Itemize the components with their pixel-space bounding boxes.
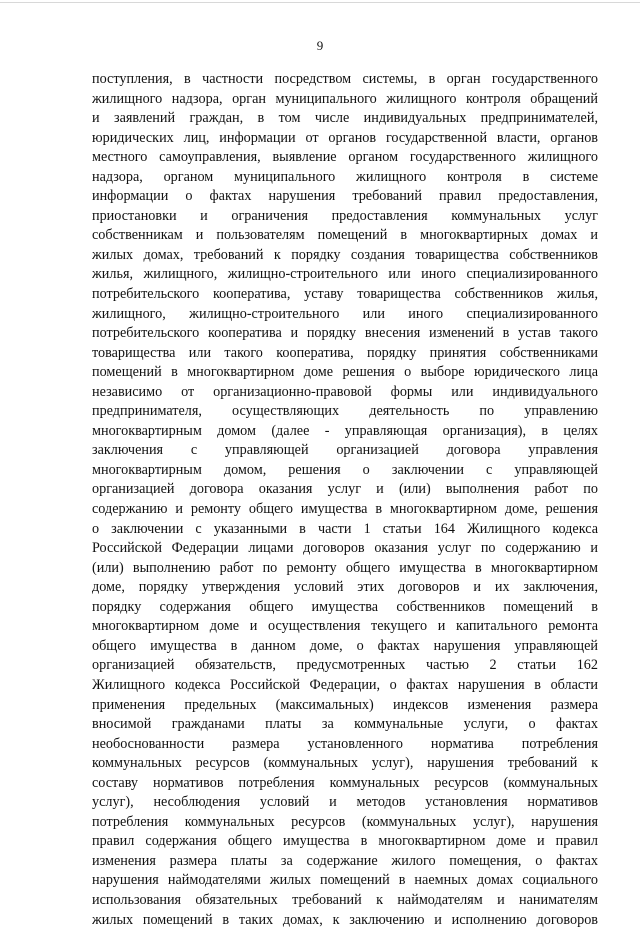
text-line: товарищества или такого кооператива, порядку принятия собственниками — [92, 344, 598, 361]
text-line: независимо от организационно-правовой формы или индивидуального — [92, 383, 598, 400]
text-line: доме, порядку утверждения условий этих договоров и их заключения, — [92, 579, 598, 596]
text-line: потребительского кооператива, уставу товарищества собственников жилья, — [92, 286, 598, 303]
text-line: многоквартирным домом (далее - управляющая организация), в целях — [92, 422, 598, 439]
text-line: и заявлений граждан, в том числе индивидуальных предпринимателей, — [92, 110, 598, 127]
text-line: поступления, в частности посредством системы, в орган государственного — [92, 71, 598, 87]
text-line: приостановки и ограничения предоставления коммунальных услуг — [92, 207, 598, 224]
text-line: заключения с управляющей организацией договора управления — [92, 442, 598, 459]
text-line: Российской Федерации лицами договоров оказания услуг по содержанию и — [92, 540, 598, 557]
text-line: надзора, органом муниципального жилищного контроля в системе — [92, 168, 598, 185]
scan-edge-line — [0, 2, 640, 3]
text-line: содержанию и ремонту общего имущества в многоквартирном доме, решения — [92, 501, 598, 518]
text-line: необоснованности размера установленного норматива потребления — [92, 735, 598, 752]
text-line: жилых помещений в таких домах, к заключению и исполнению договоров — [92, 911, 598, 928]
text-line: Жилищного кодекса Российской Федерации, о фактах нарушения в области — [92, 676, 598, 693]
text-line: составу нормативов потребления коммунальных ресурсов (коммунальных — [92, 774, 598, 791]
text-line: жилищного, жилищно-строительного или иного специализированного — [92, 305, 598, 322]
text-line: (или) выполнению работ по ремонту общего имущества в многоквартирном — [92, 559, 598, 576]
text-line: изменения размера платы за содержание жилого помещения, о фактах — [92, 852, 598, 869]
text-line: информации о фактах нарушения требований правил предоставления, — [92, 188, 598, 205]
text-line: помещений в многоквартирном доме решения о выборе юридического лица — [92, 364, 598, 381]
text-line: жилья, жилищного, жилищно-строительного или иного специализированного — [92, 266, 598, 283]
text-line: вносимой гражданами платы за коммунальные услуги, о фактах — [92, 716, 598, 733]
text-line: жилых домах, требований к порядку создания товарищества собственников — [92, 246, 598, 263]
text-line: потребительского кооператива и порядку внесения изменений в устав такого — [92, 325, 598, 342]
text-line: местного самоуправления, выявление органом государственного жилищного — [92, 149, 598, 166]
text-line: нарушения наймодателями жилых помещений в наемных домах социального — [92, 872, 598, 889]
text-line: многоквартирном доме и осуществления текущего и капитального ремонта — [92, 618, 598, 635]
text-line: многоквартирным домом, решения о заключении с управляющей — [92, 461, 598, 478]
text-line: потребления коммунальных ресурсов (коммунальных услуг), нарушения — [92, 813, 598, 830]
text-line: услуг), несоблюдения условий и методов установления нормативов — [92, 794, 598, 811]
text-line: жилищного надзора, орган муниципального жилищного контроля обращений — [92, 90, 598, 107]
text-line: коммунальных ресурсов (коммунальных услуг), нарушения требований к — [92, 755, 598, 772]
text-line: использования обязательных требований к наймодателям и нанимателям — [92, 891, 598, 908]
text-line: предпринимателя, осуществляющих деятельность по управлению — [92, 403, 598, 420]
text-line: организацией договора оказания услуг и (или) выполнения работ по — [92, 481, 598, 498]
document-body-text — [92, 70, 598, 930]
text-line: правил содержания общего имущества в многоквартирном доме и правил — [92, 833, 598, 850]
text-line: собственникам и пользователям помещений в многоквартирных домах и — [92, 227, 598, 244]
text-line: общего имущества в данном доме, о фактах нарушения управляющей — [92, 637, 598, 654]
text-line: применения предельных (максимальных) индексов изменения размера — [92, 696, 598, 713]
text-line: о заключении с указанными в части 1 статьи 164 Жилищного кодекса — [92, 520, 598, 537]
text-line: организацией обязательств, предусмотренных частью 2 статьи 162 — [92, 657, 598, 674]
text-line: порядку содержания общего имущества собственников помещений в — [92, 598, 598, 615]
text-line: юридических лиц, информации от органов государственной власти, органов — [92, 129, 598, 146]
page-number: 9 — [316, 38, 324, 53]
